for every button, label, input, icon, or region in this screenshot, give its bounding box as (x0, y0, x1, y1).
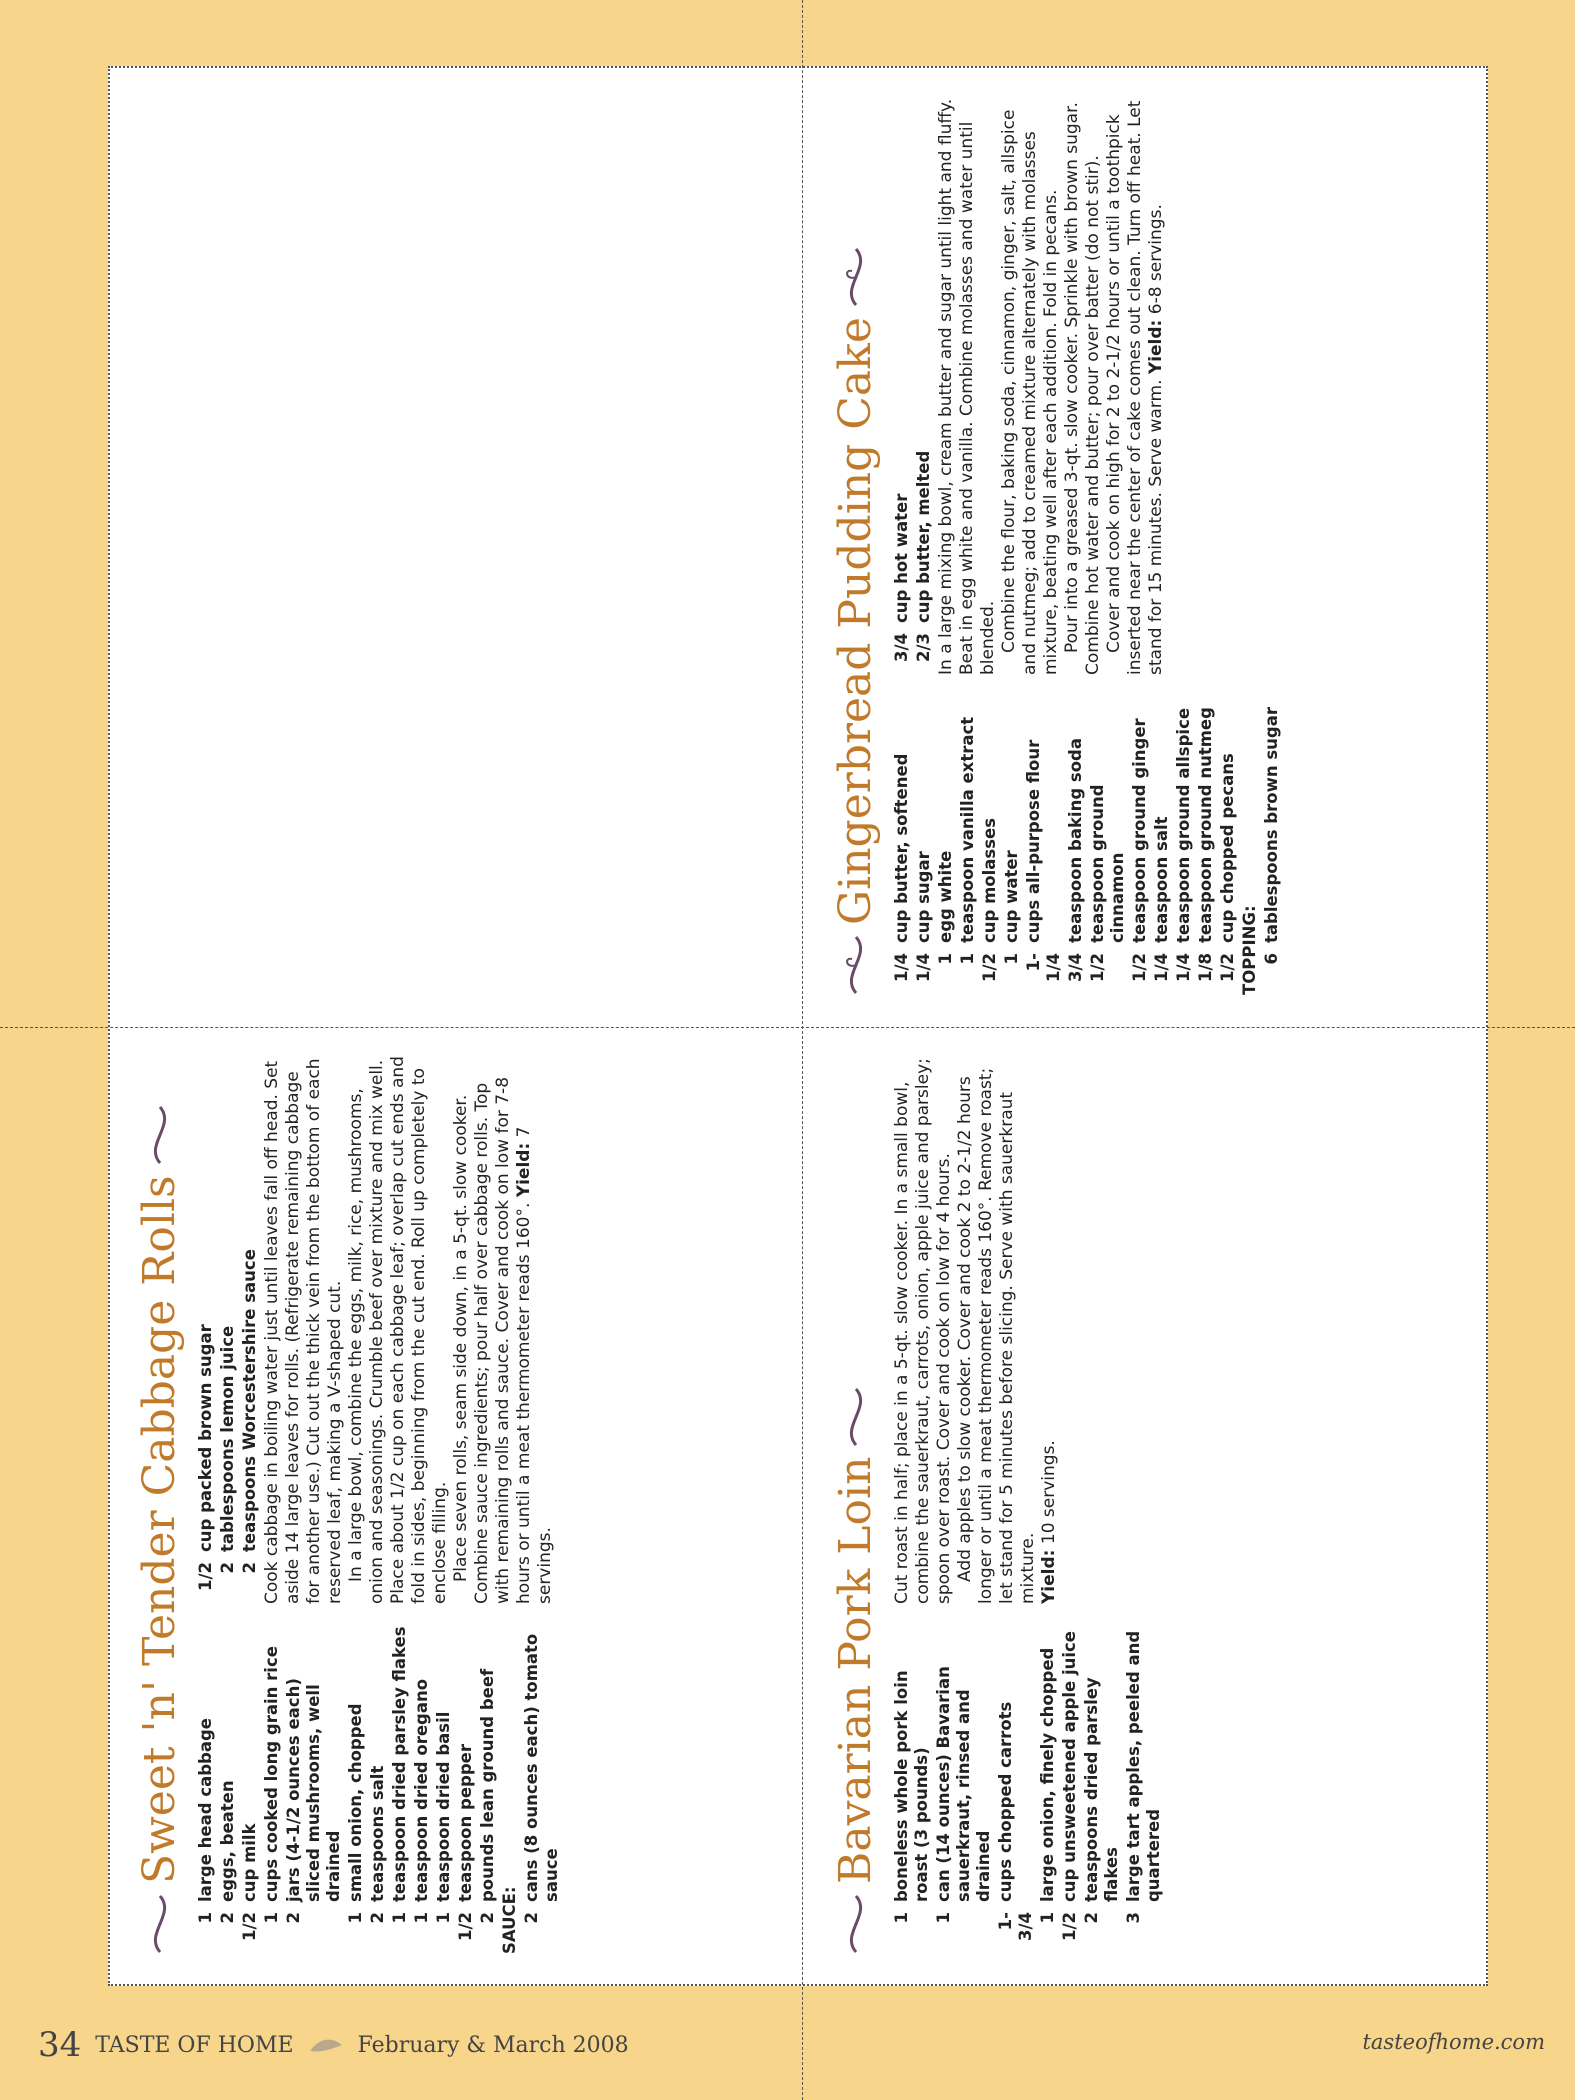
swirl-ornament-icon (838, 1387, 874, 1447)
direction-paragraph: Pour into a greased 3-qt. slow cooker. Sprinkle with brown sugar. Combine hot water and butter; pour over batter (do not stir). (1062, 102, 1103, 675)
ingredient-list (196, 1624, 564, 1954)
ingredient: 1 teaspoon dried basil (434, 1711, 453, 1924)
ingredient: 1/2 cup molasses (980, 817, 999, 982)
sauce-label: SAUCE: (500, 1886, 519, 1954)
ingredient: 3/4 cup hot water (892, 493, 911, 662)
magazine-name: TASTE OF HOME (95, 2032, 294, 2058)
topping-label: TOPPING: (1240, 905, 1259, 995)
ingredient: 3 large tart apples, peeled and quartered (1124, 1630, 1163, 1924)
swirl-ornament-icon (142, 1105, 178, 1165)
ingredient: 1/4 teaspoon ground allspice (1174, 707, 1193, 982)
page-footer (38, 2025, 629, 2065)
ingredient: 6 tablespoons brown sugar (1262, 707, 1281, 965)
ingredient: 2/3 cup butter, melted (914, 450, 933, 662)
ingredient: 1 cups cooked long grain rice (262, 1646, 281, 1924)
card-gingerbread (806, 70, 1486, 1025)
ingredient-list (892, 1624, 1166, 1954)
ingredient: 1/2 teaspoon pepper (456, 1744, 475, 1941)
ingredient: 2 pounds lean ground beef (478, 1668, 497, 1924)
ingredient: 2 teaspoons dried parsley flakes (1082, 1677, 1121, 1924)
ingredient: 1 teaspoon dried oregano (412, 1678, 431, 1924)
direction-paragraph: Combine the flour, baking soda, cinnamon, ginger, salt, allspice and nutmeg; add to creamed mixture alternately with molasses mixture, beating well after each addition. Fold in pecans. (999, 109, 1061, 675)
ingredient: 1/2 cup packed brown sugar (196, 1324, 215, 1591)
leaf-ornament-icon (308, 2035, 344, 2055)
ingredient: 1/2 teaspoon ground ginger (1130, 718, 1149, 982)
ingredient: 1/2 cup chopped pecans (1218, 753, 1237, 982)
page-number: 34 (38, 2025, 82, 2065)
ingredient: 2 cans (8 ounces each) tomato sauce (522, 1633, 561, 1924)
direction-paragraph: Cut roast in half; place in a 5-qt. slow cooker. In a small bowl, combine the sauerkraut, carrots, onion, apple juice and parsley; spoon over roast. Cover and cook on low for 4 hours. (892, 1058, 954, 1604)
recipe-title: Sweet 'n' Tender Cabbage Rolls (132, 1051, 188, 1954)
swirl-ornament-icon (838, 935, 874, 995)
swirl-ornament-icon (142, 1894, 178, 1954)
horizontal-cut-line (0, 1027, 1575, 1028)
directions (936, 92, 1167, 675)
ingredient: 1 large onion, finely chopped (1038, 1647, 1057, 1924)
ingredient: 3/4 teaspoon baking soda (1066, 738, 1085, 982)
directions (892, 1051, 1166, 1604)
ingredient: 1 small onion, chopped (346, 1703, 365, 1924)
ingredient: 1 cup water (1002, 850, 1021, 965)
ingredient: 1 teaspoon dried parsley flakes (390, 1626, 409, 1924)
ingredient: 2 jars (4-1/2 ounces each) sliced mushrooms, well drained (284, 1678, 343, 1924)
card-pork (806, 1029, 1486, 1984)
ingredient-list (196, 1051, 260, 1604)
ingredient: 1/4 cup sugar (914, 851, 933, 982)
ingredient: 1 can (14 ounces) Bavarian sauerkraut, rinsed and drained (934, 1666, 993, 1924)
ingredient: 1/8 teaspoon ground nutmeg (1196, 707, 1215, 982)
ingredient: 1/4 teaspoon salt (1152, 816, 1171, 982)
directions (262, 1051, 556, 1604)
ingredient: 2 teaspoons Worcestershire sauce (240, 1249, 259, 1574)
ingredient: 2 tablespoons lemon juice (218, 1325, 237, 1574)
vertical-cut-line (802, 0, 803, 2100)
ingredient: 1 boneless whole pork loin roast (3 pounds) (892, 1670, 931, 1924)
ingredient: 2 eggs, beaten (218, 1780, 237, 1924)
ingredient: 1-3/4 cups chopped carrots (996, 1701, 1035, 1941)
ingredient: 1/4 cup butter, softened (892, 753, 911, 982)
swirl-ornament-icon (838, 247, 874, 307)
direction-paragraph: In a large mixing bowl, cream butter and sugar until light and fluffy. Beat in egg white and vanilla. Combine molasses and water until blended. (936, 98, 998, 675)
ingredient: 2 teaspoons salt (368, 1765, 387, 1924)
ingredient: 1-1/4 cups all-purpose flour (1024, 739, 1063, 982)
direction-paragraph: Cover and cook on high for 2 to 2-1/2 hours or until a toothpick inserted near the center of cake comes out clean. Turn off heat. Let stand for 15 minutes. Serve warm. Yield: 6-8 servings. (1104, 100, 1166, 675)
direction-paragraph: Yield: 10 servings. (1039, 1440, 1059, 1604)
ingredient-list (892, 92, 934, 675)
site-url: tasteofhome.com (1362, 2030, 1545, 2054)
ingredient: 1/2 cup milk (240, 1823, 259, 1941)
recipe-title: Gingerbread Pudding Cake (828, 92, 884, 995)
direction-paragraph: In a large bowl, combine the eggs, milk, rice, mushrooms, onion and seasonings. Crumble beef over mixture and mix well. Place about 1/2 cup on each cabbage leaf; overlap cut ends and fold in sides, beginning from the cut end. Roll up completely to enclose filling. (346, 1056, 450, 1604)
recipe-title: Bavarian Pork Loin (828, 1051, 884, 1954)
direction-paragraph: Add apples to slow cooker. Cover and cook 2 to 2-1/2 hours longer or until a meat thermometer reads 160°. Remove roast; let stand for 5 minutes before slicing. Serve with sauerkraut mixture. (955, 1067, 1038, 1604)
ingredient-list (892, 695, 1284, 995)
ingredient: 1 egg white (936, 850, 955, 965)
ingredient: 1 teaspoon vanilla extract (958, 716, 977, 965)
ingredient: 1/2 teaspoon ground cinnamon (1088, 784, 1127, 982)
issue-date: February & March 2008 (357, 2032, 629, 2058)
ingredient: 1 large head cabbage (196, 1718, 215, 1924)
card-cabbage (110, 1029, 802, 1984)
swirl-ornament-icon (838, 1894, 874, 1954)
spacer (806, 1900, 807, 1901)
direction-paragraph: Place seven rolls, seam side down, in a 5-qt. slow cooker. Combine sauce ingredients; pour half over cabbage rolls. Top with remaining rolls and sauce. Cover and cook on low for 7-8 hours or until a meat thermometer reads 160°. Yield: 7 servings. (451, 1076, 555, 1604)
direction-paragraph: Cook cabbage in boiling water just until leaves fall off head. Set aside 14 large leaves for rolls. (Refrigerate remaining cabbage for another use.) Cut out the thick vein from the bottom of each reserved leaf, making a V-shaped cut. (262, 1058, 345, 1604)
ingredient: 1/2 cup unsweetened apple juice (1060, 1631, 1079, 1941)
